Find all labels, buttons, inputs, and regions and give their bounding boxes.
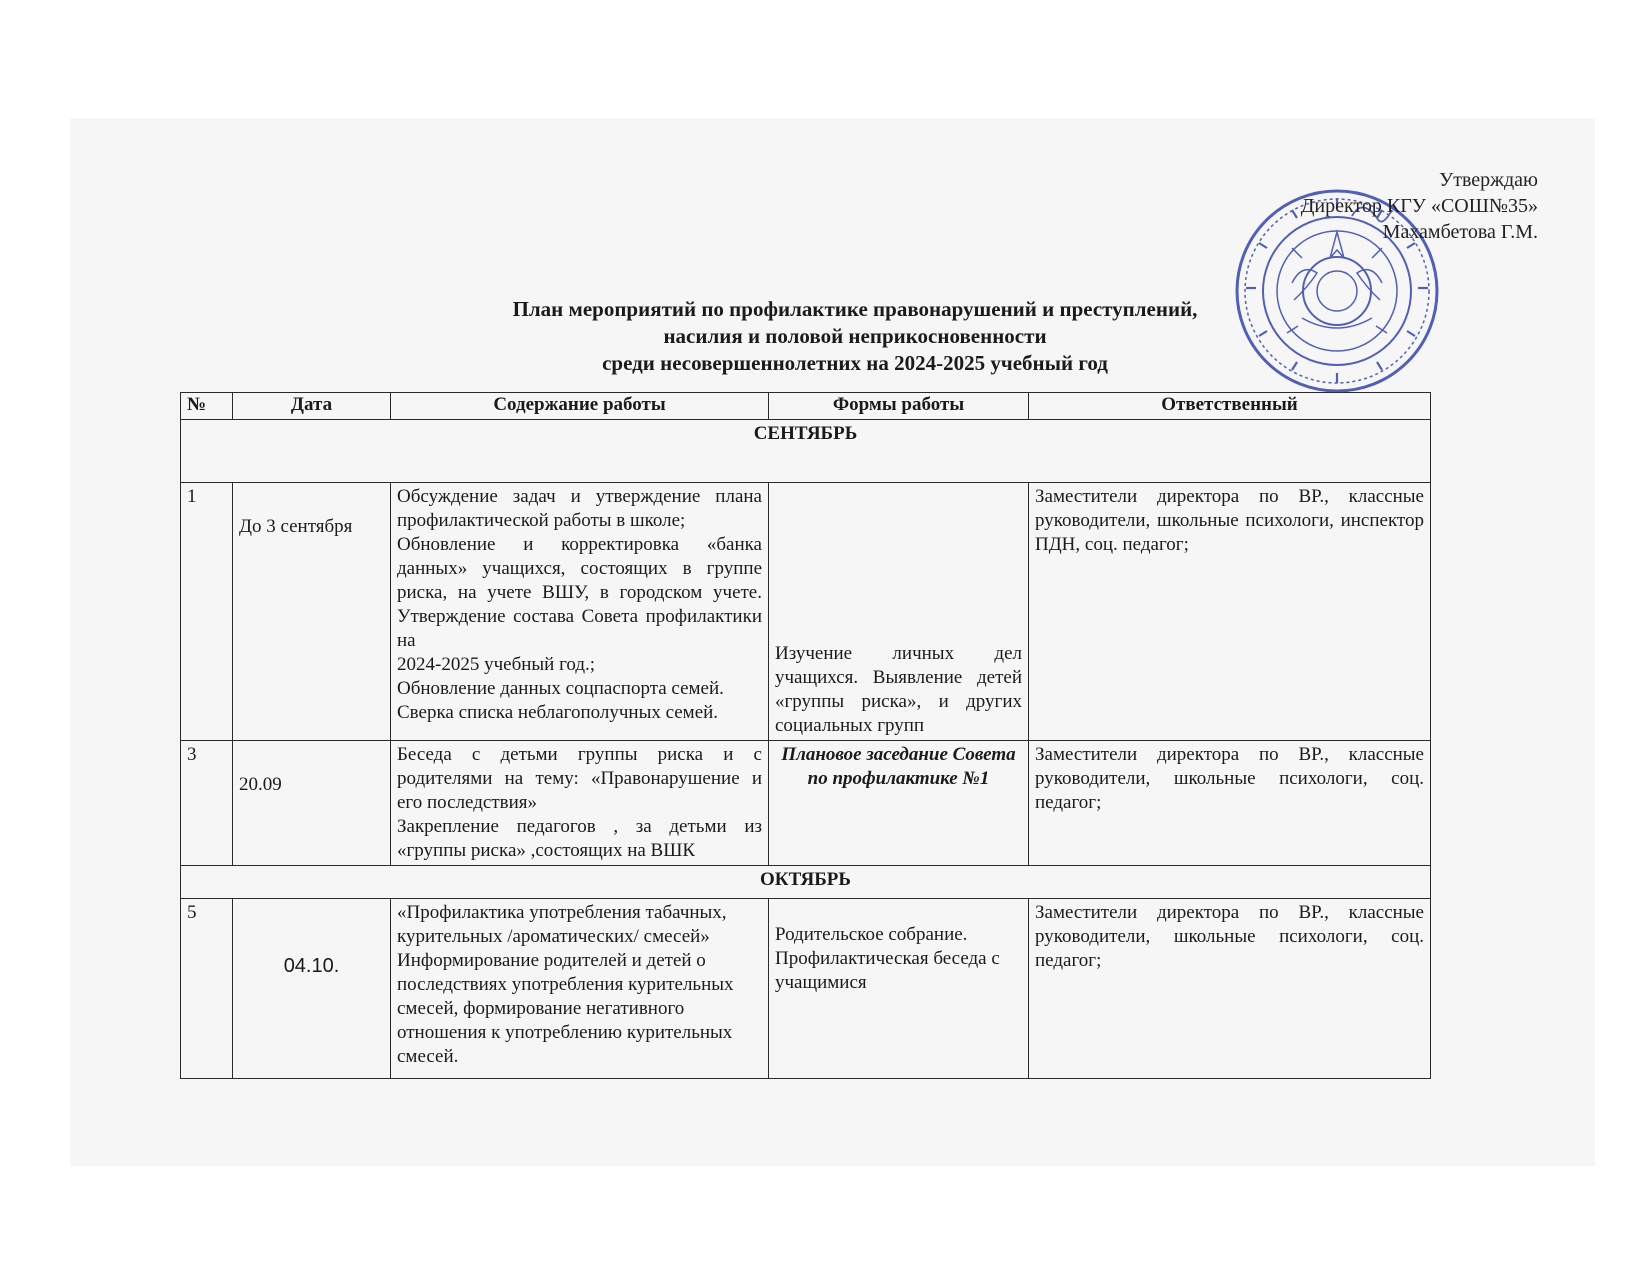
content-line: Беседа с детьми группы риска и с родителями на тему: «Правонарушение и его последствия» <box>397 744 762 813</box>
header-forms: Формы работы <box>769 393 1029 420</box>
content-line: Обсуждение задач и утверждение плана профилактической работы в школе; <box>397 486 762 531</box>
row-num: 3 <box>181 741 233 866</box>
row-forms: Родительское собрание. Профилактическая беседа с учащимися <box>769 899 1029 1079</box>
content-line: «Профилактика употребления табачных, курительных /ароматических/ смесей» Информирование родителей и детей о последствиях употребления курительных смесей, формирование негативного отношения к употреблению курительных смесей. <box>397 902 734 1067</box>
row-date: До 3 сентября <box>233 483 391 741</box>
title-line-3: среди несовершеннолетних на 2024-2025 учебный год <box>602 351 1108 375</box>
row-forms: Изучение личных дел учащихся. Выявление детей «группы риска», и других социальных групп <box>769 483 1029 741</box>
row-content <box>391 899 769 1079</box>
header-responsible: Ответственный <box>1029 393 1431 420</box>
row-responsible: Заместители директора по ВР., классные руководители, школьные психологи, инспектор ПДН, соц. педагог; <box>1029 483 1431 741</box>
content-line: Обновление данных соцпаспорта семей. Сверка списка неблагополучных семей. <box>397 678 724 723</box>
row-num: 1 <box>181 483 233 741</box>
table-row <box>181 741 1431 866</box>
header-row <box>181 393 1431 420</box>
approval-block <box>1301 167 1538 245</box>
approval-line-1: Утверждаю <box>1439 169 1538 191</box>
month-label: СЕНТЯБРЬ <box>181 420 1431 483</box>
month-row-september <box>181 420 1431 483</box>
row-date: 04.10. <box>233 899 391 1079</box>
header-content: Содержание работы <box>391 393 769 420</box>
title-line-1: План мероприятий по профилактике правонарушений и преступлений, <box>512 297 1198 321</box>
month-row-october <box>181 866 1431 899</box>
approval-line-3: Махамбетова Г.М. <box>1382 221 1538 243</box>
title-line-2: насилия и половой неприкосновенности <box>663 324 1047 348</box>
plan-table <box>180 392 1431 1079</box>
table-row <box>181 899 1431 1079</box>
document-title <box>440 296 1270 377</box>
row-forms: Плановое заседание Совета по профилактике №1 <box>769 741 1029 866</box>
header-num: № <box>181 393 233 420</box>
month-label: ОКТЯБРЬ <box>181 866 1431 899</box>
content-line: Закрепление педагогов , за детьми из «группы риска» ,состоящих на ВШК <box>397 816 762 861</box>
row-date: 20.09 <box>233 741 391 866</box>
content-line: Обновление и корректировка «банка данных» учащихся, состоящих в группе риска, на учете ВШУ, в городском учете. Утверждение состава Совета профилактики на <box>397 534 762 651</box>
row-num: 5 <box>181 899 233 1079</box>
table-row <box>181 483 1431 741</box>
row-content <box>391 483 769 741</box>
header-date: Дата <box>233 393 391 420</box>
row-content <box>391 741 769 866</box>
approval-line-2: Директор КГУ «СОШ№35» <box>1300 195 1538 217</box>
content-line: 2024-2025 учебный год.; <box>397 654 596 675</box>
row-responsible: Заместители директора по ВР., классные руководители, школьные психологи, соц. педагог; <box>1029 899 1431 1079</box>
row-responsible: Заместители директора по ВР., классные руководители, школьные психологи, соц. педагог; <box>1029 741 1431 866</box>
